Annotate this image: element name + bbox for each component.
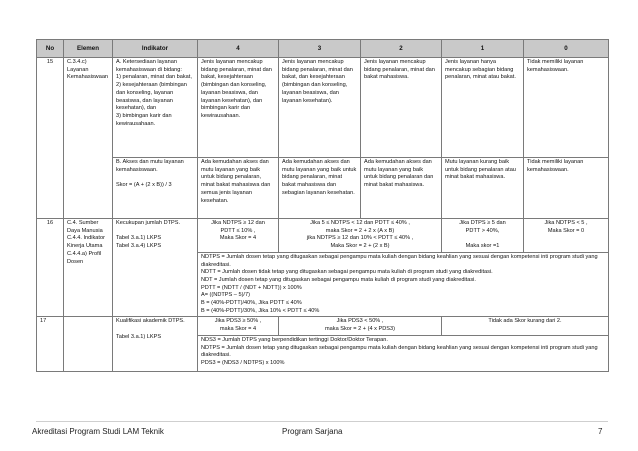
rubric-table xyxy=(36,39,609,372)
col-header-score-3: 3 xyxy=(279,40,361,58)
col-header-score-2: 2 xyxy=(361,40,442,58)
footer-left-text: Akreditasi Program Studi LAM Teknik xyxy=(32,427,164,436)
score-3-2-cell: Jika PDS3 < 50% , maka Skor = 2 + (4 x PDS3) xyxy=(279,317,442,335)
score-4-cell: Jika NDTPS ≥ 12 dan PDTT ≤ 10% , Maka Skor = 4 xyxy=(198,219,279,253)
score-4-cell: Jenis layanan mencakup bidang penalaran, minat dan bakat, kesejahteraan (bimbingan dan konseling, layanan beasiswa, dan layanan kesehatan), dan bimbingan karir dan kewirausahaan. xyxy=(198,58,279,158)
col-header-score-4: 4 xyxy=(198,40,279,58)
footer-divider xyxy=(36,421,608,422)
elemen-cell: C.3.4.c) Layanan Kemahasiswaan xyxy=(64,58,113,219)
elemen-cell: C.4. Sumber Daya Manusia C.4.4. Indikator Kinerja Utama C.4.4.a) Profil Dosen xyxy=(64,219,113,317)
footer-center-text: Program Sarjana xyxy=(282,427,343,436)
indikator-cell: A. Ketersediaan layanan kemahasiswaan di bidang: 1) penalaran, minat dan bakat, 2) kesejahteraan (bimbingan dan konseling, layanan beasiswa, dan layanan kesehatan), dan 3) bimbingan karir dan kewirausahaan. xyxy=(113,58,198,158)
table-row-15b xyxy=(37,158,609,219)
col-header-indikator: Indikator xyxy=(113,40,198,58)
definition-note: NDTPS = Jumlah dosen tetap yang ditugaskan sebagai pengampu mata kuliah dengan bidang keahlian yang sesuai dengan kompetensi inti program studi yang diakreditasi. NDTT = Jumlah dosen tidak tetap yang ditugaskan sebagai pengampu mata kuliah di program studi yang diakreditasi. NDT = Jumlah dosen tetap yang ditugaskan sebagai pengampu mata kuliah di program studi yang diakreditasi. PDTT = (NDTT / (NDT + NDTT)) x 100% A= ((NDTPS – 5)/7) B = (40%-PDTT)/40%, Jika PDTT ≤ 40% B = (40%-PDTT)/30%, Jika 10% < PDTT ≤ 40% xyxy=(198,252,609,317)
col-header-no: No xyxy=(37,40,64,58)
score-4-cell: Jika PDS3 ≥ 50% , maka Skor = 4 xyxy=(198,317,279,335)
table-row-15a xyxy=(37,58,609,158)
row-number: 15 xyxy=(37,58,64,219)
score-0-cell: Tidak memiliki layanan kemahasiswaan. xyxy=(524,58,609,158)
page-number: 7 xyxy=(598,427,603,436)
score-1-cell: Mutu layanan kurang baik untuk bidang penalaran atau minat bakat mahasiswa. xyxy=(442,158,524,219)
score-1-cell: Jika DTPS ≥ 5 dan PDTT > 40%, Maka skor =1 xyxy=(442,219,524,253)
score-4-cell: Ada kemudahan akses dan mutu layanan yang baik untuk bidang penalaran, minat bakat mahasiswa dan semua jenis layanan kesehatan. xyxy=(198,158,279,219)
indikator-cell: Kualifikasi akademik DTPS. Tabel 3.a.1) LKPS xyxy=(113,317,198,371)
score-3-2-cell: Jika 5 ≤ NDTPS < 12 dan PDTT ≤ 40% , maka Skor = 2 + 2 x (A x B) jika NDTPS ≥ 12 dan 10% < PDTT ≤ 40% , Maka Skor = 2 + (2 x B) xyxy=(279,219,442,253)
table-row-17 xyxy=(37,317,609,335)
elemen-cell xyxy=(64,317,113,371)
indikator-cell: B. Akses dan mutu layanan kemahasiswaan. Skor = (A + (2 x B)) / 3 xyxy=(113,158,198,219)
header-row xyxy=(37,40,609,58)
score-2-cell: Jenis layanan mencakup bidang penalaran, minat dan bakat mahasiswa. xyxy=(361,58,442,158)
row-number: 17 xyxy=(37,317,64,371)
table-row-16 xyxy=(37,219,609,253)
row-number: 16 xyxy=(37,219,64,317)
indikator-cell: Kecukupan jumlah DTPS. Tabel 3.a.1) LKPS Tabel 3.a.4) LKPS xyxy=(113,219,198,317)
score-2-cell: Ada kemudahan akses dan mutu layanan yang baik untuk bidang penalaran dan minat bakat mahasiswa. xyxy=(361,158,442,219)
col-header-score-0: 0 xyxy=(524,40,609,58)
score-0-cell: Tidak memiliki layanan kemahasiswaan. xyxy=(524,158,609,219)
score-1-cell: Jenis layanan hanya mencakup sebagian bidang penalaran, minat atau bakat. xyxy=(442,58,524,158)
col-header-elemen: Elemen xyxy=(64,40,113,58)
score-0-cell: Jika NDTPS < 5 , Maka Skor = 0 xyxy=(524,219,609,253)
col-header-score-1: 1 xyxy=(442,40,524,58)
definition-note: NDS3 = Jumlah DTPS yang berpendidikan tertinggi Doktor/Doktor Terapan. NDTPS = Jumlah dosen tetap yang ditugaskan sebagai pengampu mata kuliah dengan bidang keahlian yang sesuai dengan kompetensi inti program studi yang diakreditasi. PDS3 = (NDS3 / NDTPS) x 100% xyxy=(198,335,609,371)
score-1-0-cell: Tidak ada Skor kurang dari 2. xyxy=(442,317,609,335)
score-3-cell: Jenis layanan mencakup bidang penalaran, minat dan bakat, dan kesejahteraan (bimbingan dan konseling, layanan beasiswa, dan layanan kesehatan). xyxy=(279,58,361,158)
score-3-cell: Ada kemudahan akses dan mutu layanan yang baik untuk bidang penalaran, minat bakat mahasiswa dan sebagian layanan kesehatan. xyxy=(279,158,361,219)
